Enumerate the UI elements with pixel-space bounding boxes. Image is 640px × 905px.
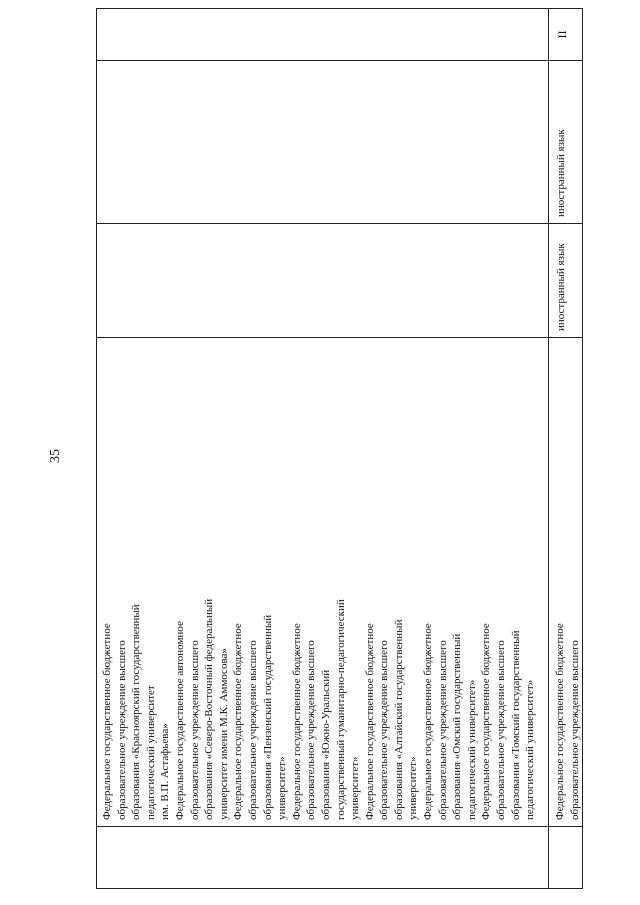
organizations-cell: [549, 338, 583, 827]
subject-cell: [549, 224, 583, 338]
organization-entry: Федеральное государственное автономное образовательное учреждение высшего образования «Северо-Восточный федеральный университет имени М.К. Аммосова»: [173, 598, 230, 820]
organization-entry: Федеральное государственное бюджетное образовательное учреждение высшего образования «Омский государственный педагогический университет»: [422, 623, 478, 820]
level-label: II: [555, 30, 569, 39]
organization-entry: Федеральное государственное бюджетное образовательное учреждение высшего образования «Пензенский государственный университет»: [232, 614, 289, 820]
empty-cell: [97, 827, 549, 889]
rotated-table: [96, 25, 581, 889]
subject-cell: [97, 224, 549, 338]
table-row: [97, 9, 549, 889]
organizations-cell: [97, 338, 549, 827]
subject-label: иностранный язык: [555, 129, 567, 217]
level-cell: [549, 9, 583, 61]
organization-entry: Федеральное государственное бюджетное образовательное учреждение высшего образования «Красноярский государственный педагогический университет им. В.П. Астафьева»: [101, 604, 172, 820]
organization-entry: Федеральное государственное бюджетное образовательное учреждение высшего образования «Алтайский государственный университет»: [363, 619, 420, 820]
olympiad-organizations-table: [96, 8, 583, 889]
table-container: [96, 25, 581, 889]
subject-cell: [549, 61, 583, 224]
organization-entry: Федеральное государственное бюджетное образовательное учреждение высшего образования «Томский государственный педагогический университет»: [480, 623, 537, 820]
page-number: 35: [48, 449, 63, 463]
organization-entry: Федеральное государственное бюджетное образовательное учреждение высшего: [554, 623, 581, 820]
organization-entry: Федеральное государственное бюджетное образовательное учреждение высшего образования «Южно-Уральский государственный гуманитарно-педагогический университет»: [290, 599, 362, 820]
subject-label: иностранный язык: [555, 243, 567, 331]
subject-cell: [97, 61, 549, 224]
empty-cell: [549, 827, 583, 889]
level-cell: [97, 9, 549, 61]
table-row: [549, 9, 583, 889]
